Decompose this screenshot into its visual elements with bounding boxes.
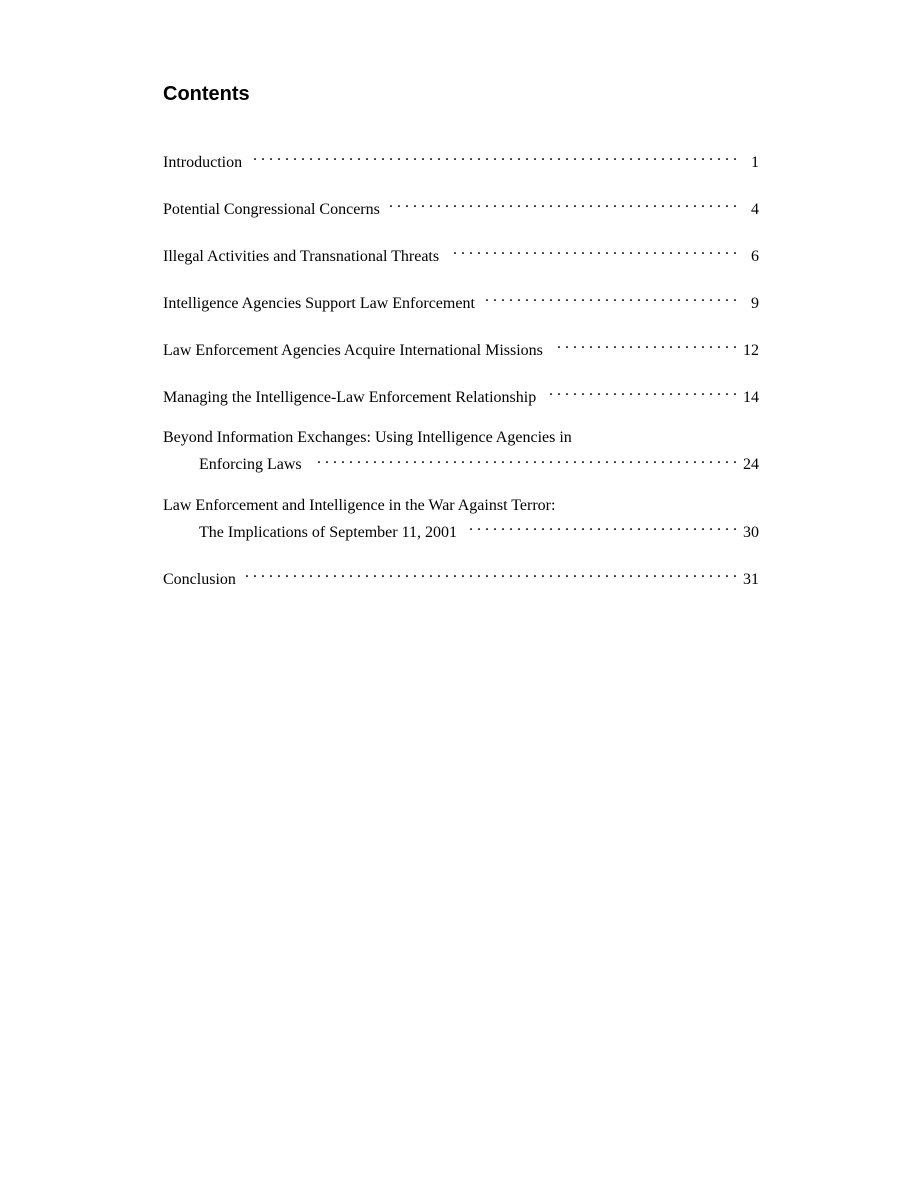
dot-leader [390, 193, 737, 214]
toc-entry-title: Potential Congressional Concerns [163, 200, 380, 218]
toc-page-number: 1 [751, 153, 759, 171]
toc-entry-title: Managing the Intelligence-Law Enforcement Relationship [163, 388, 537, 406]
toc-entry-title: Intelligence Agencies Support Law Enforcement [163, 294, 475, 312]
page-title: Contents [163, 83, 250, 105]
toc-entry-introduction[interactable] [163, 146, 759, 173]
toc-line [163, 563, 759, 590]
toc-page-number: 12 [743, 341, 759, 359]
toc-page-number: 6 [751, 247, 759, 265]
toc-entry-title: Illegal Activities and Transnational Threats [163, 247, 440, 265]
toc-entry-congressional-concerns[interactable] [163, 193, 759, 220]
table-of-contents [163, 146, 759, 610]
toc-page-number: 4 [751, 200, 759, 218]
toc-line [163, 146, 759, 173]
toc-entry-war-against-terror[interactable] [163, 496, 759, 544]
toc-entry-conclusion[interactable] [163, 563, 759, 590]
dot-leader [485, 287, 737, 308]
toc-line [163, 428, 759, 449]
dot-leader [553, 334, 737, 355]
dot-leader [467, 516, 737, 537]
toc-line [163, 193, 759, 220]
dot-leader [546, 381, 737, 402]
toc-entry-illegal-activities[interactable] [163, 240, 759, 267]
toc-page-number: 24 [743, 456, 759, 473]
toc-line [163, 381, 759, 408]
toc-line [163, 496, 759, 517]
toc-page-number: 30 [743, 523, 759, 541]
toc-line [163, 287, 759, 314]
toc-entry-title-continued: The Implications of September 11, 2001 [199, 523, 458, 541]
toc-page-number: 31 [743, 570, 759, 588]
dot-leader [449, 240, 737, 261]
toc-line-continuation [163, 449, 759, 476]
toc-entry-title-continued: Enforcing Laws [199, 456, 302, 473]
toc-page-number: 14 [743, 388, 759, 406]
toc-entry-title: Law Enforcement Agencies Acquire International Missions [163, 341, 543, 359]
toc-entry-title: Beyond Information Exchanges: Using Intelligence Agencies in [163, 429, 572, 446]
toc-entry-title: Conclusion [163, 570, 236, 588]
toc-entry-international-missions[interactable] [163, 334, 759, 361]
toc-entry-managing-relationship[interactable] [163, 381, 759, 408]
dot-leader [252, 146, 737, 167]
toc-entry-intelligence-support[interactable] [163, 287, 759, 314]
toc-entry-title: Introduction [163, 153, 243, 171]
dot-leader [312, 449, 737, 470]
toc-line [163, 240, 759, 267]
toc-entry-beyond-information-exchanges[interactable] [163, 428, 759, 476]
dot-leader [246, 563, 737, 584]
toc-line [163, 334, 759, 361]
toc-line-continuation [163, 516, 759, 543]
toc-entry-title: Law Enforcement and Intelligence in the War Against Terror: [163, 496, 556, 514]
toc-page-number: 9 [751, 294, 759, 312]
